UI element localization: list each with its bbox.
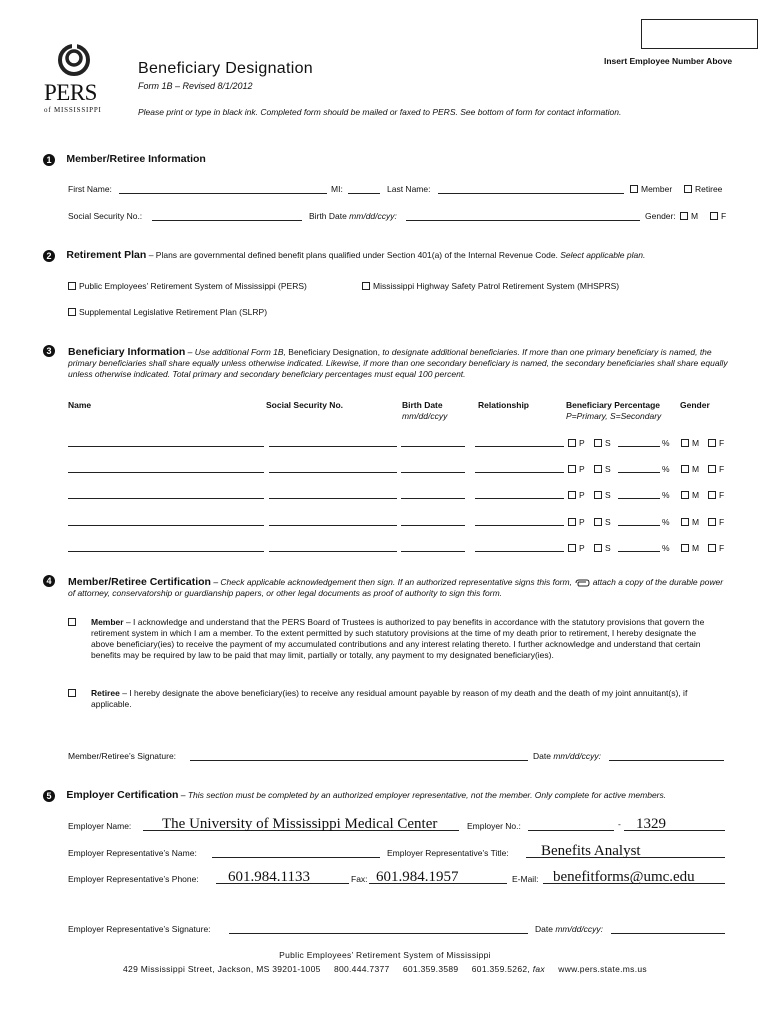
percent-sign: % (662, 464, 670, 474)
birth-date-text: Birth Date (309, 211, 347, 221)
rep-date-field[interactable] (611, 933, 725, 934)
gender-m-label: M (691, 211, 699, 221)
primary-label: P (579, 543, 585, 553)
member-cert-checkbox[interactable] (68, 617, 79, 627)
beneficiary-relationship-field[interactable] (475, 551, 564, 552)
section-3-heading (68, 347, 728, 380)
beneficiary-ssn-field[interactable] (269, 498, 397, 499)
gender-m-label: M (692, 517, 700, 527)
member-label: Member (641, 184, 673, 194)
footer-phone2: 601.359.3589 (402, 964, 459, 974)
gender-m-checkbox[interactable] (681, 490, 699, 500)
gender-f-checkbox[interactable] (708, 464, 724, 474)
gender-f-checkbox[interactable] (710, 211, 726, 221)
email-label: E-Mail: (512, 874, 539, 884)
last-name-label: Last Name: (387, 184, 431, 194)
beneficiary-name-field[interactable] (68, 472, 264, 473)
col-name: Name (68, 400, 92, 410)
col-relationship: Relationship (478, 400, 530, 410)
primary-label: P (579, 464, 585, 474)
section-number-5: 5 (43, 790, 55, 802)
retiree-cert-checkbox[interactable] (68, 688, 79, 698)
rep-name-label: Employer Representative’s Name: (68, 848, 197, 858)
section-5-heading (43, 789, 666, 802)
primary-checkbox[interactable] (568, 464, 585, 474)
gender-m-label: M (692, 543, 700, 553)
percent-sign: % (662, 517, 670, 527)
secondary-label: S (605, 464, 611, 474)
col-percentage-sub: P=Primary, S=Secondary (566, 411, 662, 421)
mi-field[interactable] (348, 193, 380, 194)
section-4-desc: – Check applicable acknowledgement then sign. If an authorized representative signs this form, (210, 577, 572, 587)
secondary-checkbox[interactable] (594, 438, 611, 448)
secondary-label: S (605, 438, 611, 448)
percent-sign: % (662, 438, 670, 448)
section-3-desc-a: – Use additional Form 1B, (185, 347, 286, 357)
footer-address: 429 Mississippi Street, Jackson, MS 39201-1005 (123, 964, 321, 974)
section-number-2: 2 (43, 250, 55, 262)
member-cert-body: – I acknowledge and understand that the PERS Board of Trustees is authorized to pay benefits in accordance with the statutory provisions that govern the retirement system in which I am a member. To the extent permitted by such statutory provisions at the time of my death prior to retirement, I hereby designate the above beneficiary(ies) to receive the payment of my accumulated contributions and any interest relating thereto. I further acknowledge and understand that certain benefits may be required by law to be paid that may limit, partially or totally, any payment to my designated beneficiary(ies). (91, 617, 705, 660)
employer-name-label: Employer Name: (68, 821, 132, 831)
first-name-field[interactable] (119, 193, 327, 194)
section-2-desc: – Plans are governmental defined benefit plans qualified under Section 401(a) of the Internal Revenue Code. (146, 250, 558, 260)
beneficiary-ssn-field[interactable] (269, 446, 397, 447)
secondary-checkbox[interactable] (594, 490, 611, 500)
beneficiary-percentage-field[interactable] (618, 472, 660, 473)
primary-checkbox[interactable] (568, 438, 585, 448)
percent-sign: % (662, 543, 670, 553)
section-2-select: Select applicable plan. (557, 250, 646, 260)
col-percentage: Beneficiary Percentage (566, 400, 661, 410)
percent-sign: % (662, 490, 670, 500)
beneficiary-name-field[interactable] (68, 551, 264, 552)
gender-f-label: F (719, 464, 725, 474)
retiree-label: Retiree (695, 184, 723, 194)
section-1-heading (43, 153, 206, 166)
section-3-num-wrap (43, 345, 55, 357)
gender-m-label: M (692, 490, 700, 500)
beneficiary-relationship-field[interactable] (475, 498, 564, 499)
secondary-label: S (605, 543, 611, 553)
beneficiary-relationship-field[interactable] (475, 446, 564, 447)
employer-no-label: Employer No.: (467, 821, 521, 831)
primary-label: P (579, 438, 585, 448)
employer-no-dash: - (618, 819, 621, 829)
primary-checkbox[interactable] (568, 543, 585, 553)
paperclip-icon (574, 579, 590, 587)
beneficiary-birth-field[interactable] (401, 446, 465, 447)
gender-f-label: F (719, 490, 725, 500)
section-4-num-wrap (43, 575, 55, 587)
plan-slrp-checkbox[interactable] (68, 307, 267, 317)
rep-date-format: mm/dd/ccyy: (555, 924, 604, 934)
email-value[interactable]: benefitforms@umc.edu (553, 869, 695, 885)
col-birth-format: mm/dd/ccyy (402, 411, 448, 421)
gender-m-checkbox[interactable] (680, 211, 698, 221)
beneficiary-ssn-field[interactable] (269, 551, 397, 552)
beneficiary-birth-field[interactable] (401, 472, 465, 473)
gender-m-checkbox[interactable] (681, 438, 699, 448)
plan-mhsprs-label: Mississippi Highway Safety Patrol Retirement System (MHSPRS) (373, 281, 620, 291)
gender-label: Gender: (645, 211, 676, 221)
beneficiary-relationship-field[interactable] (475, 525, 564, 526)
page-title: Beneficiary Designation (138, 60, 313, 77)
gender-m-label: M (692, 464, 700, 474)
form-revision: Form 1B – Revised 8/1/2012 (138, 81, 253, 91)
beneficiary-birth-field[interactable] (401, 498, 465, 499)
beneficiary-name-field[interactable] (68, 498, 264, 499)
gender-m-checkbox[interactable] (681, 517, 699, 527)
member-date-text: Date (533, 751, 551, 761)
retiree-cert-label: Retiree (91, 688, 120, 698)
footer-contact (0, 964, 770, 974)
first-name-label: First Name: (68, 184, 112, 194)
plan-mhsprs-checkbox[interactable] (362, 281, 619, 291)
member-date-field[interactable] (609, 760, 724, 761)
member-date-label (533, 751, 601, 761)
gender-f-label: F (719, 543, 725, 553)
beneficiary-name-field[interactable] (68, 525, 264, 526)
birth-date-field[interactable] (406, 220, 640, 221)
footer-website[interactable]: www.pers.state.ms.us (558, 964, 647, 974)
logo-text: PERS (44, 80, 97, 105)
secondary-label: S (605, 490, 611, 500)
plan-pers-label: Public Employees’ Retirement System of Mississippi (PERS) (79, 281, 307, 291)
employee-number-box[interactable] (641, 19, 758, 49)
beneficiary-percentage-field[interactable] (618, 446, 660, 447)
section-5-desc: – This section must be completed by an authorized employer representative, not the member. Only complete for active members. (178, 790, 667, 800)
section-2-title: Retirement Plan (66, 249, 147, 261)
section-4-desc2: attach a copy of the durable power of attorney, conservatorship or guardianship papers, or other legal documents as proof of authority to sign this form. (68, 577, 724, 598)
retiree-cert-body: – I hereby designate the above beneficiary(ies) to receive any residual amount payable by reason of my death and the death of my joint annuitant(s), if applicable. (91, 688, 688, 709)
member-cert-text (91, 617, 721, 661)
section-4-heading (68, 577, 728, 599)
member-signature-label: Member/Retiree’s Signature: (68, 751, 177, 761)
birth-date-format: mm/dd/ccyy: (349, 211, 397, 221)
member-date-format: mm/dd/ccyy: (553, 751, 602, 761)
rep-phone-value[interactable]: 601.984.1133 (228, 869, 310, 885)
pers-logo-icon (56, 40, 92, 80)
section-5-title: Employer Certification (66, 789, 179, 801)
last-name-field[interactable] (438, 193, 624, 194)
employee-number-label: Insert Employee Number Above (604, 56, 733, 66)
beneficiary-birth-field[interactable] (401, 551, 465, 552)
section-number-3: 3 (43, 345, 55, 357)
col-gender: Gender (680, 400, 710, 410)
section-3-desc-c: to designate additional beneficiaries. If more than one primary beneficiary is named, the primary beneficiaries shall share equally unless otherwise indicated. Likewise, if more than one secondary beneficiary is named, the secondary beneficiaries shall share equally unless otherwise indicated. Total primary and secondary beneficiary percentages must equal 100 percent. (68, 347, 728, 379)
section-number-4: 4 (43, 575, 55, 587)
rep-title-value[interactable]: Benefits Analyst (541, 843, 641, 859)
member-cert-label: Member (91, 617, 124, 627)
section-3-desc-b: Beneficiary Designation, (285, 347, 380, 357)
section-number-1: 1 (43, 154, 55, 166)
form-instructions: Please print or type in black ink. Completed form should be mailed or faxed to PERS. See bottom of form for contact information. (138, 107, 622, 117)
beneficiary-name-field[interactable] (68, 446, 264, 447)
secondary-label: S (605, 517, 611, 527)
beneficiary-birth-field[interactable] (401, 525, 465, 526)
rep-date-text: Date (535, 924, 553, 934)
beneficiary-percentage-field[interactable] (618, 498, 660, 499)
mi-label: MI: (331, 184, 343, 194)
footer-org: Public Employees’ Retirement System of Mississippi (279, 950, 491, 960)
col-birth: Birth Date (402, 400, 443, 410)
gender-f-checkbox[interactable] (708, 517, 724, 527)
gender-m-label: M (692, 438, 700, 448)
secondary-checkbox[interactable] (594, 464, 611, 474)
member-checkbox[interactable] (630, 184, 672, 194)
beneficiary-percentage-field[interactable] (618, 551, 660, 552)
beneficiary-ssn-field[interactable] (269, 525, 397, 526)
beneficiary-ssn-field[interactable] (269, 472, 397, 473)
employer-no-value[interactable]: 1329 (636, 816, 666, 832)
gender-f-label: F (721, 211, 727, 221)
gender-m-checkbox[interactable] (681, 543, 699, 553)
retiree-cert-text (91, 688, 721, 710)
beneficiary-relationship-field[interactable] (475, 472, 564, 473)
gender-f-label: F (719, 517, 725, 527)
rep-title-label: Employer Representative’s Title: (387, 848, 509, 858)
ssn-field[interactable] (152, 220, 302, 221)
rep-date-label (535, 924, 603, 934)
fax-value[interactable]: 601.984.1957 (376, 869, 459, 885)
ssn-label: Social Security No.: (68, 211, 143, 221)
secondary-checkbox[interactable] (594, 543, 611, 553)
col-ssn: Social Security No. (266, 400, 343, 410)
primary-label: P (579, 517, 585, 527)
section-2-heading (43, 249, 645, 262)
rep-phone-label: Employer Representative’s Phone: (68, 874, 199, 884)
rep-signature-field[interactable] (229, 933, 528, 934)
gender-f-checkbox[interactable] (708, 438, 724, 448)
footer-fax: 601.359.5262, (471, 964, 531, 974)
primary-checkbox[interactable] (568, 490, 585, 500)
beneficiary-percentage-field[interactable] (618, 525, 660, 526)
secondary-checkbox[interactable] (594, 517, 611, 527)
footer-phone1: 800.444.7377 (333, 964, 390, 974)
logo-subtext: of MISSISSIPPI (44, 106, 102, 114)
employer-name-value[interactable]: The University of Mississippi Medical Center (162, 816, 438, 832)
section-1-title: Member/Retiree Information (66, 153, 206, 165)
employer-no-line1 (528, 830, 614, 831)
rep-signature-label: Employer Representative’s Signature: (68, 924, 211, 934)
footer-fax-word: fax (532, 964, 545, 974)
gender-f-label: F (719, 438, 725, 448)
plan-pers-checkbox[interactable] (68, 281, 307, 291)
primary-checkbox[interactable] (568, 517, 585, 527)
rep-name-field[interactable] (212, 857, 380, 858)
primary-label: P (579, 490, 585, 500)
section-4-title: Member/Retiree Certification (68, 576, 211, 588)
member-signature-field[interactable] (190, 760, 528, 761)
gender-f-checkbox[interactable] (708, 490, 724, 500)
section-3-title: Beneficiary Information (68, 346, 186, 358)
gender-f-checkbox[interactable] (708, 543, 724, 553)
birth-date-label (309, 211, 397, 221)
fax-label: Fax: (351, 874, 368, 884)
retiree-checkbox[interactable] (684, 184, 722, 194)
plan-slrp-label: Supplemental Legislative Retirement Plan (SLRP) (79, 307, 268, 317)
gender-m-checkbox[interactable] (681, 464, 699, 474)
